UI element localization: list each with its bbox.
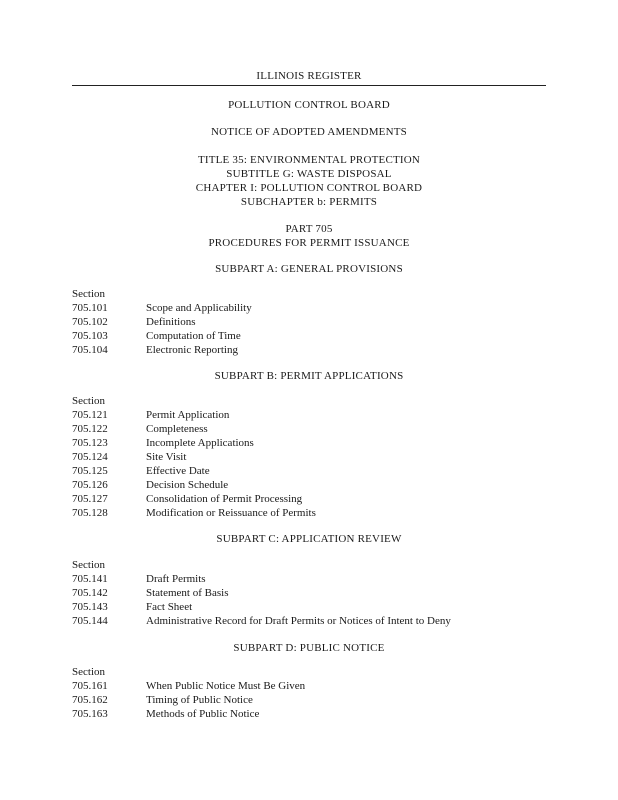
section-number: 705.101 [72,302,108,314]
section-number: 705.126 [72,479,108,491]
section-row [72,693,552,707]
section-number: 705.122 [72,423,108,435]
section-label: Section [72,666,105,678]
section-number: 705.144 [72,615,108,627]
section-number: 705.127 [72,493,108,505]
subpart-heading: SUBPART A: GENERAL PROVISIONS [215,263,403,275]
subpart-heading: SUBPART D: PUBLIC NOTICE [233,642,385,654]
section-title: Completeness [146,423,208,435]
board-name: POLLUTION CONTROL BOARD [228,99,390,111]
section-number: 705.141 [72,573,108,585]
section-row [72,586,552,600]
section-number: 705.128 [72,507,108,519]
section-title: Site Visit [146,451,187,463]
section-title: Scope and Applicability [146,302,252,314]
section-row [72,464,552,478]
title-line: TITLE 35: ENVIRONMENTAL PROTECTION [197,154,421,166]
section-row [72,301,552,315]
subpart-heading: SUBPART C: APPLICATION REVIEW [216,533,402,545]
section-label: Section [72,559,105,571]
subchapter-line: SUBCHAPTER b: PERMITS [240,196,378,208]
header-rule [72,85,546,86]
section-label: Section [72,395,105,407]
subpart-heading: SUBPART B: PERMIT APPLICATIONS [214,370,404,382]
section-row [72,679,552,693]
section-title: Effective Date [146,465,210,477]
section-number: 705.163 [72,708,108,720]
section-number: 705.104 [72,344,108,356]
section-title: Administrative Record for Draft Permits or Notices of Intent to Deny [146,615,451,627]
section-number: 705.161 [72,680,108,692]
section-row [72,614,552,628]
section-title: Electronic Reporting [146,344,238,356]
section-title: Methods of Public Notice [146,708,260,720]
section-row [72,707,552,721]
section-number: 705.102 [72,316,108,328]
section-row [72,329,552,343]
section-row [72,343,552,357]
section-title: Decision Schedule [146,479,229,491]
section-title: Statement of Basis [146,587,229,599]
section-number: 705.125 [72,465,108,477]
section-row [72,506,552,520]
section-number: 705.103 [72,330,108,342]
section-number: 705.121 [72,409,108,421]
section-row [72,492,552,506]
section-title: Definitions [146,316,196,328]
section-title: When Public Notice Must Be Given [146,680,306,692]
section-row [72,600,552,614]
subtitle-line: SUBTITLE G: WASTE DISPOSAL [226,168,392,180]
section-title: Incomplete Applications [146,437,254,449]
section-title: Timing of Public Notice [146,694,253,706]
section-label: Section [72,288,105,300]
section-row [72,315,552,329]
section-row [72,436,552,450]
section-title: Modification or Reissuance of Permits [146,507,316,519]
part-name: PROCEDURES FOR PERMIT ISSUANCE [208,237,410,249]
section-number: 705.143 [72,601,108,613]
section-row [72,450,552,464]
section-number: 705.162 [72,694,108,706]
section-row [72,422,552,436]
section-number: 705.142 [72,587,108,599]
section-title: Draft Permits [146,573,206,585]
section-title: Permit Application [146,409,230,421]
register-header: ILLINOIS REGISTER [256,70,362,82]
section-number: 705.123 [72,437,108,449]
section-row [72,408,552,422]
notice-title: NOTICE OF ADOPTED AMENDMENTS [211,126,407,138]
section-row [72,572,552,586]
section-title: Consolidation of Permit Processing [146,493,303,505]
section-row [72,478,552,492]
part-number: PART 705 [285,223,333,235]
section-title: Fact Sheet [146,601,193,613]
section-number: 705.124 [72,451,108,463]
chapter-line: CHAPTER I: POLLUTION CONTROL BOARD [195,182,423,194]
section-title: Computation of Time [146,330,241,342]
